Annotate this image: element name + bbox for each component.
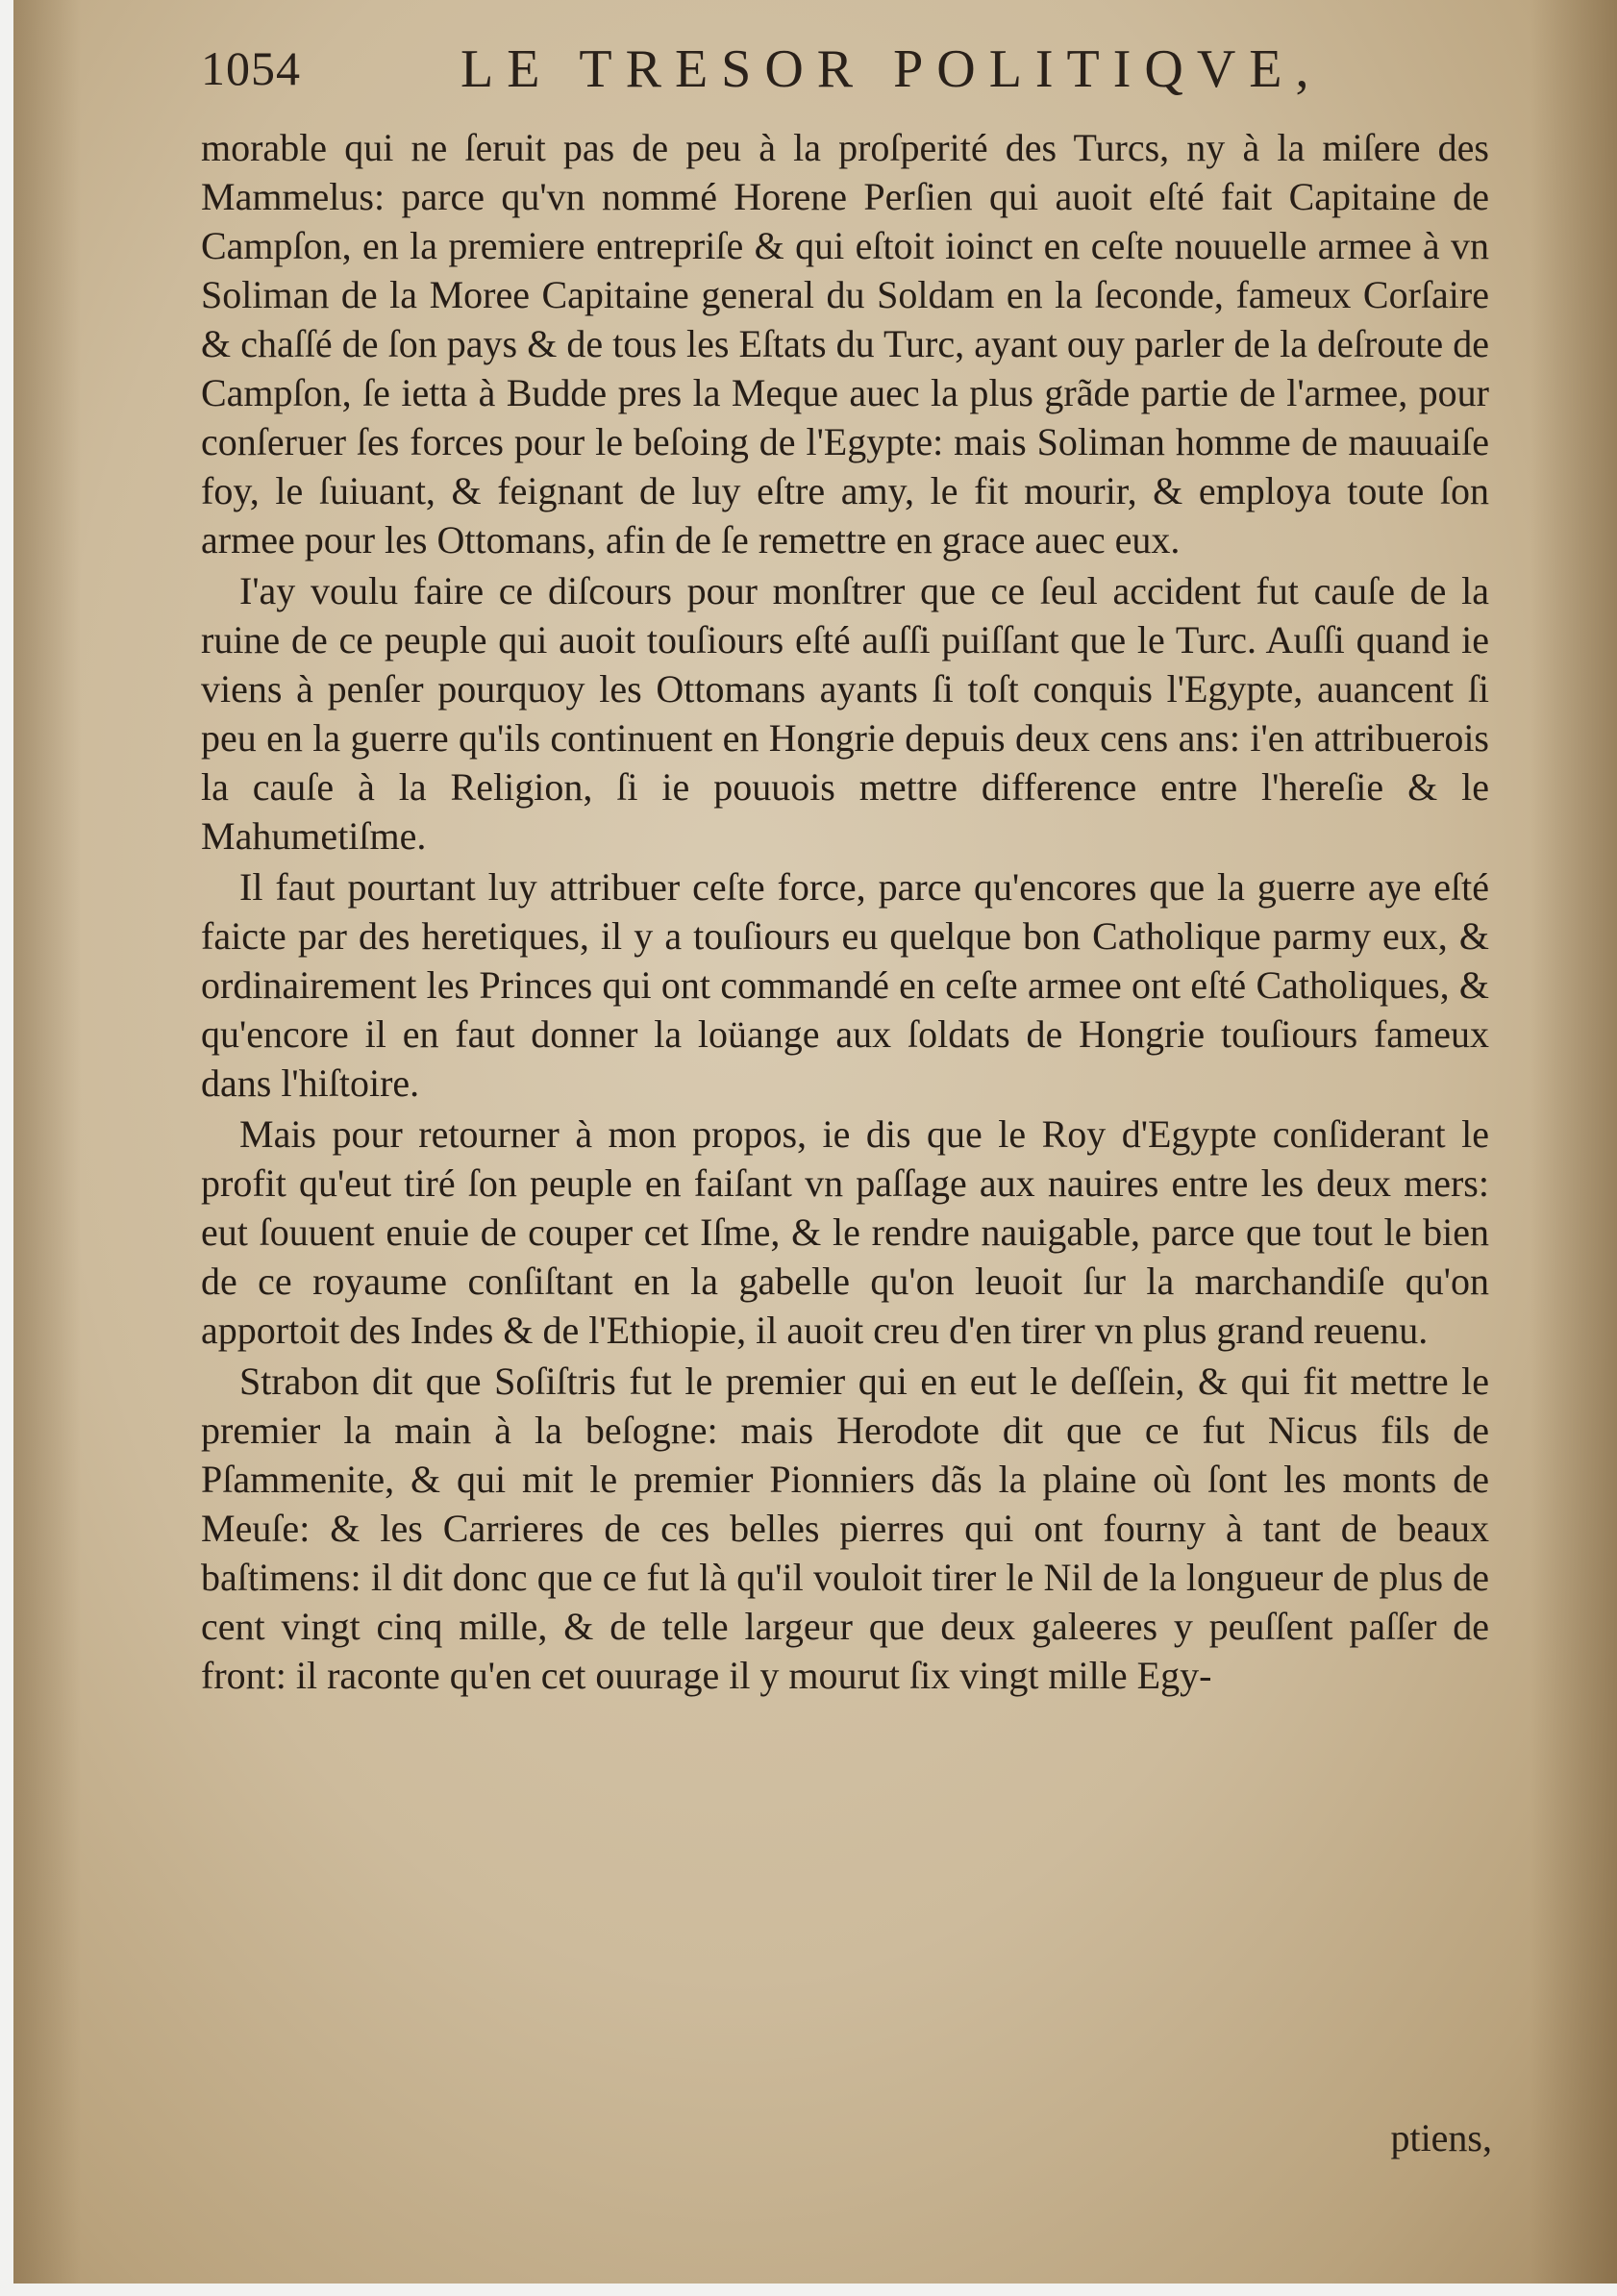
page-header (201, 40, 1499, 108)
body-text (201, 123, 1489, 1702)
catchword: ptiens, (1390, 2116, 1492, 2159)
paragraph-5: Strabon dit que Soſiſtris fut le premier qui en eut le deſſein, & qui fit mettre le premier la main à la beſogne: mais Herodote dit que ce fut Nicus fils de Pſammenite, & qui mit le premier Pionniers dãs la plaine où ſont les monts de Meuſe: & les Carrieres de ces belles pierres qui ont fourny à tant de beaux baſtimens: il dit donc que ce fut là qu'il vouloit tirer le Nil de la longueur de plus de cent vingt cinq mille, & de telle largeur que deux galeeres y peuſſent paſſer de front: il raconte qu'en cet ouurage il y mourut ſix vingt mille Egy- (201, 1360, 1489, 1697)
page-number: 1054 (201, 41, 301, 95)
paragraph-3: Il faut pourtant luy attribuer ceſte force, parce qu'encores que la guerre aye eſté faicte par des heretiques, il y a touſiours eu quelque bon Catholique parmy eux, & ordinairement les Princes qui ont commandé en ceſte armee ont eſté Catholiques, & qu'encore il en faut donner la loüange aux ſoldats de Hongrie touſiours fameux dans l'hiſtoire. (201, 865, 1489, 1105)
running-title: LE TRESOR POLITIQVE, (460, 39, 1323, 99)
paragraph-4: Mais pour retourner à mon propos, ie dis que le Roy d'Egypte conſiderant le profit qu'eut tiré ſon peuple en faiſant vn paſſage aux nauires entre les deux mers: eut ſouuent enuie de couper cet Iſme, & le rendre nauigable, parce que tout le bien de ce royaume conſiſtant en la gabelle qu'on leuoit ſur la marchandiſe qu'on apportoit des Indes & de l'Ethiopie, il auoit creu d'en tirer vn plus grand reuenu. (201, 1112, 1489, 1352)
paragraph-1: morable qui ne ſeruit pas de peu à la proſperité des Turcs, ny à la miſere des Mammelus: parce qu'vn nommé Horene Perſien qui auoit eſté fait Capitaine de Campſon, en la premiere entrepriſe & qui eſtoit ioinct en ceſte nouuelle armee à vn Soliman de la Moree Capitaine general du Soldam en la ſeconde, fameux Corſaire & chaſſé de ſon pays & de tous les Eſtats du Turc, ayant ouy parler de la deſroute de Campſon, ſe ietta à Budde pres la Meque auec la plus grãde partie de l'armee, pour conſeruer ſes forces pour le beſoing de l'Egypte: mais Soliman homme de mauuaiſe foy, le ſuiuant, & feignant de luy eſtre amy, le fit mourir, & employa toute ſon armee pour les Ottomans, afin de ſe remettre en grace auec eux. (201, 126, 1489, 562)
book-page (13, 0, 1617, 2284)
paragraph-2: I'ay voulu faire ce diſcours pour monſtrer que ce ſeul accident fut cauſe de la ruine de ce peuple qui auoit touſiours eſté auſſi puiſſant que le Turc. Auſſi quand ie viens à penſer pourquoy les Ottomans ayants ſi toſt conquis l'Egypte, auancent ſi peu en la guerre qu'ils continuent en Hongrie depuis deux cens ans: i'en attribuerois la cauſe à la Religion, ſi ie pouuois mettre difference entre l'hereſie & le Mahumetiſme. (201, 569, 1489, 858)
